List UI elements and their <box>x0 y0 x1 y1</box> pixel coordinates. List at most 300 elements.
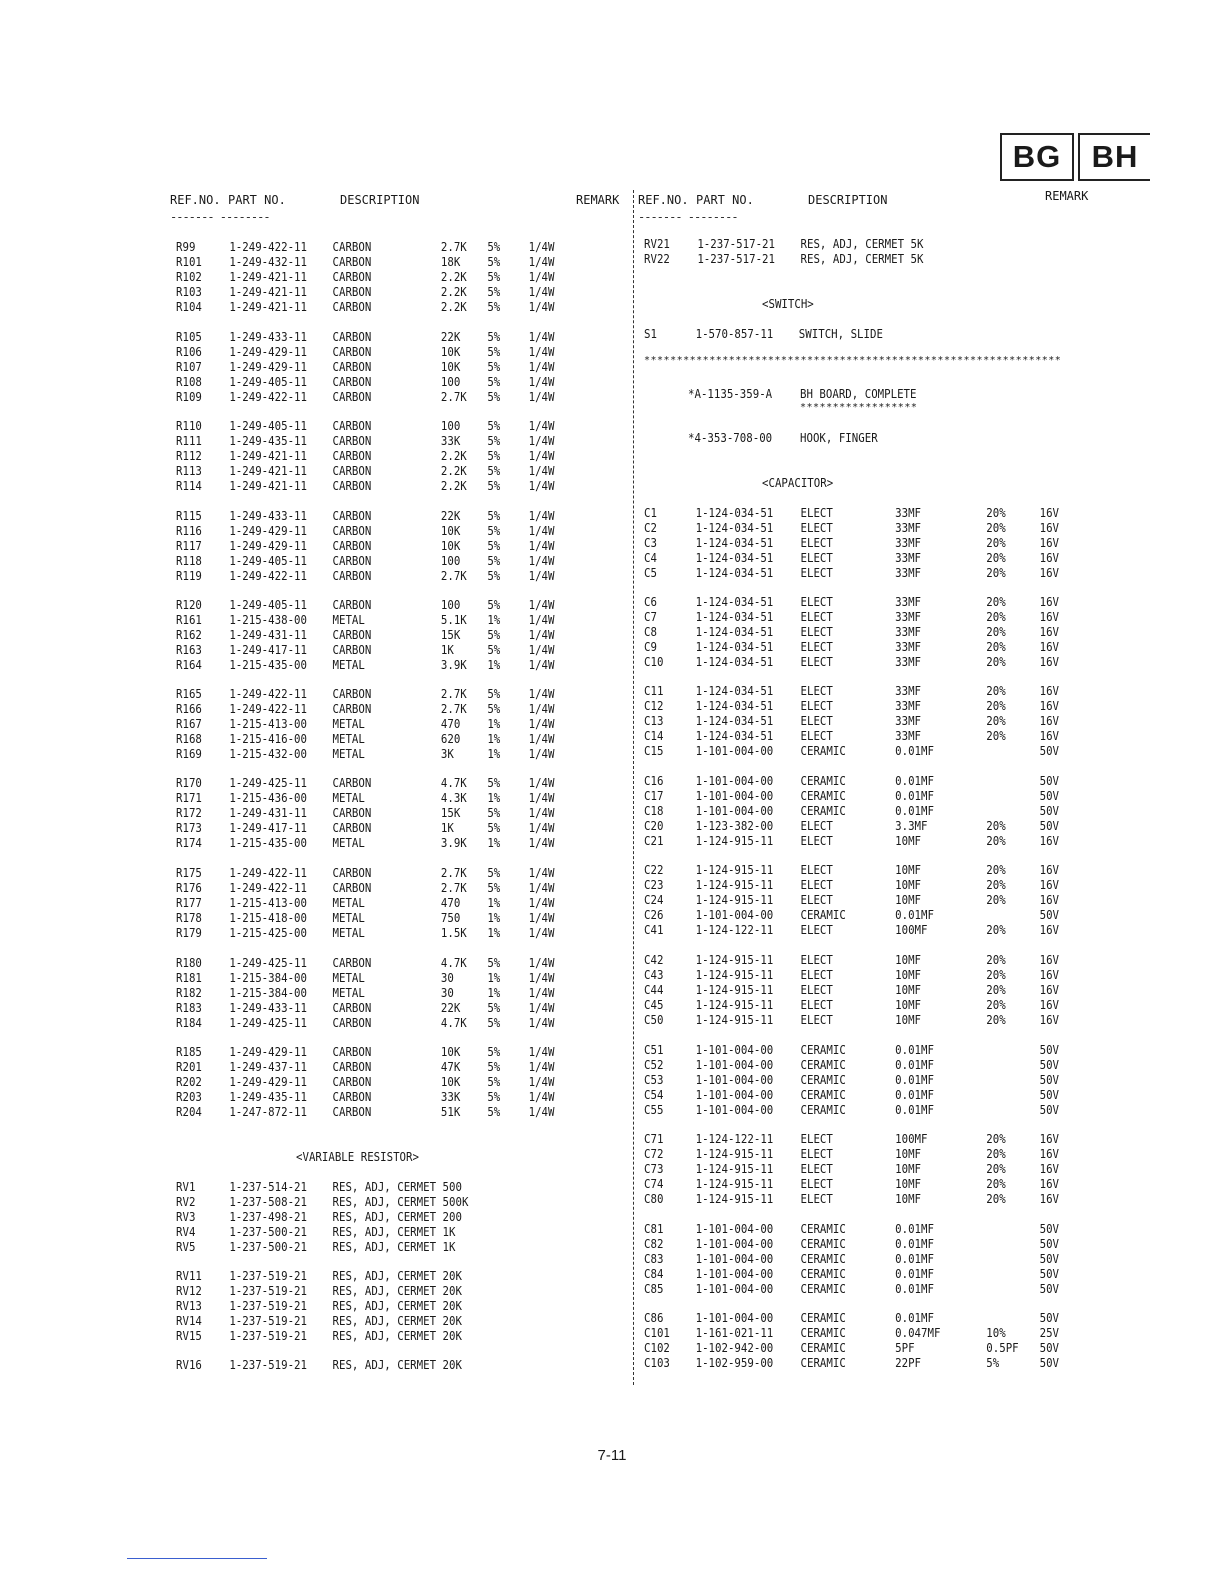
value: 30 <box>440 985 454 1000</box>
ref-no: R179 <box>176 925 202 940</box>
tolerance: 5% <box>487 448 501 463</box>
part-no: 1-124-915-11 <box>695 1146 774 1161</box>
part-no: 1-215-438-00 <box>229 612 307 627</box>
rating: 1/4W <box>528 269 555 284</box>
rating: 16V <box>1039 505 1060 520</box>
rating: 16V <box>1039 967 1060 982</box>
ref-no: R115 <box>176 508 202 523</box>
description: CARBON <box>332 508 372 523</box>
ref-no: R116 <box>176 523 202 538</box>
value: 0.01MF <box>895 1281 934 1296</box>
hook-description: HOOK, FINGER <box>800 430 878 445</box>
tolerance: 20% <box>986 952 1006 967</box>
description: METAL <box>332 657 365 672</box>
rating: 1/4W <box>528 746 555 761</box>
part-no: 1-101-004-00 <box>695 803 774 818</box>
ref-no: R107 <box>176 359 202 374</box>
description: CARBON <box>332 880 372 895</box>
description: METAL <box>332 731 365 746</box>
description: ELECT <box>800 1146 833 1161</box>
part-no: 1-249-422-11 <box>229 701 307 716</box>
rating: 1/4W <box>528 805 555 820</box>
tolerance: 5% <box>986 1355 1000 1370</box>
value: 47K <box>440 1059 461 1074</box>
value: 33MF <box>895 728 922 743</box>
ref-no: RV21 <box>644 236 670 251</box>
description: RES, ADJ, CERMET 20K <box>332 1298 462 1313</box>
ref-no: C12 <box>644 698 664 713</box>
part-no: 1-124-915-11 <box>695 967 774 982</box>
rating: 1/4W <box>528 820 555 835</box>
description: CERAMIC <box>800 773 846 788</box>
value: 10K <box>440 1044 461 1059</box>
tolerance: 20% <box>986 520 1006 535</box>
rating: 16V <box>1039 698 1060 713</box>
ref-no: C54 <box>644 1087 664 1102</box>
rating: 50V <box>1039 1281 1060 1296</box>
tolerance: 20% <box>986 877 1006 892</box>
tolerance: 5% <box>487 374 501 389</box>
value: 10MF <box>895 1146 922 1161</box>
tolerance: 1% <box>487 895 501 910</box>
value: 10MF <box>895 982 922 997</box>
part-no: 1-124-915-11 <box>695 833 774 848</box>
value: 2.2K <box>440 269 467 284</box>
tolerance: 5% <box>487 284 501 299</box>
rating: 1/4W <box>528 329 555 344</box>
ref-no: C103 <box>644 1355 670 1370</box>
part-no: 1-124-915-11 <box>695 877 774 892</box>
value: 33MF <box>895 624 922 639</box>
part-no: 1-237-514-21 <box>229 1179 307 1194</box>
tolerance: 5% <box>487 1074 501 1089</box>
value: 5PF <box>895 1340 915 1355</box>
tolerance: 5% <box>487 254 501 269</box>
part-no: 1-237-500-21 <box>229 1224 307 1239</box>
part-no: 1-249-417-11 <box>229 820 307 835</box>
ref-no: R104 <box>176 299 202 314</box>
description: ELECT <box>800 594 833 609</box>
part-no: 1-215-384-00 <box>229 985 307 1000</box>
ref-no: RV1 <box>176 1179 196 1194</box>
ref-no: C85 <box>644 1281 664 1296</box>
ref-no: RV12 <box>176 1283 202 1298</box>
description: ELECT <box>800 535 833 550</box>
description: CARBON <box>332 1074 372 1089</box>
part-no: 1-249-433-11 <box>229 508 307 523</box>
ref-no: C51 <box>644 1042 664 1057</box>
description: ELECT <box>800 1131 833 1146</box>
ref-no: RV14 <box>176 1313 202 1328</box>
ref-no: C17 <box>644 788 664 803</box>
rating: 16V <box>1039 982 1060 997</box>
part-no: 1-249-422-11 <box>229 880 307 895</box>
rating: 16V <box>1039 997 1060 1012</box>
part-no: 1-237-519-21 <box>229 1357 307 1372</box>
rating: 1/4W <box>528 568 555 583</box>
ref-no: R180 <box>176 955 202 970</box>
tolerance: 20% <box>986 818 1006 833</box>
value: 30 <box>440 970 454 985</box>
part-no: 1-249-429-11 <box>229 344 307 359</box>
header-underline: ------- -------- <box>170 210 270 224</box>
description: METAL <box>332 970 365 985</box>
description: ELECT <box>800 1176 833 1191</box>
tolerance: 20% <box>986 654 1006 669</box>
value: 2.2K <box>440 448 467 463</box>
tolerance: 20% <box>986 594 1006 609</box>
ref-no: R204 <box>176 1104 202 1119</box>
value: 33MF <box>895 683 922 698</box>
tolerance: 20% <box>986 505 1006 520</box>
description: CERAMIC <box>800 1221 846 1236</box>
value: 2.7K <box>440 701 467 716</box>
value: 2.7K <box>440 568 467 583</box>
ref-no: C14 <box>644 728 664 743</box>
rating: 16V <box>1039 639 1060 654</box>
ref-no: R182 <box>176 985 202 1000</box>
tolerance: 1% <box>487 612 501 627</box>
capacitor-title: <CAPACITOR> <box>762 475 834 490</box>
rating: 1/4W <box>528 895 555 910</box>
ref-no: C16 <box>644 773 664 788</box>
rating: 50V <box>1039 907 1060 922</box>
part-no: 1-124-034-51 <box>695 565 774 580</box>
description: METAL <box>332 790 365 805</box>
description: CARBON <box>332 553 372 568</box>
tolerance: 20% <box>986 1176 1006 1191</box>
ref-no: C83 <box>644 1251 664 1266</box>
description: SWITCH, SLIDE <box>798 326 883 341</box>
description: RES, ADJ, CERMET 1K <box>332 1239 456 1254</box>
part-no: 1-249-425-11 <box>229 775 307 790</box>
part-no: 1-570-857-11 <box>695 326 774 341</box>
ref-no: RV2 <box>176 1194 196 1209</box>
tolerance: 1% <box>487 925 501 940</box>
value: 2.2K <box>440 463 467 478</box>
description: ELECT <box>800 1191 833 1206</box>
value: 33K <box>440 433 461 448</box>
ref-no: R166 <box>176 701 202 716</box>
description: METAL <box>332 925 365 940</box>
ref-no: C73 <box>644 1161 664 1176</box>
ref-no: C18 <box>644 803 664 818</box>
part-no: 1-237-508-21 <box>229 1194 307 1209</box>
part-no: 1-215-436-00 <box>229 790 307 805</box>
value: 22K <box>440 1000 461 1015</box>
value: 0.01MF <box>895 1057 934 1072</box>
value: 33MF <box>895 609 922 624</box>
value: 33MF <box>895 698 922 713</box>
value: 33MF <box>895 594 922 609</box>
description: CARBON <box>332 284 372 299</box>
rating: 16V <box>1039 535 1060 550</box>
tolerance: 20% <box>986 639 1006 654</box>
rating: 1/4W <box>528 775 555 790</box>
description: CERAMIC <box>800 1281 846 1296</box>
rating: 1/4W <box>528 433 555 448</box>
rating: 1/4W <box>528 701 555 716</box>
description: CARBON <box>332 805 372 820</box>
description: ELECT <box>800 862 833 877</box>
ref-no: RV15 <box>176 1328 202 1343</box>
part-no: 1-101-004-00 <box>695 773 774 788</box>
value: 4.7K <box>440 1015 467 1030</box>
ref-no: C42 <box>644 952 664 967</box>
header-description-right: DESCRIPTION <box>808 193 888 207</box>
rating: 25V <box>1039 1325 1060 1340</box>
value: 2.7K <box>440 880 467 895</box>
value: 4.7K <box>440 955 467 970</box>
part-no: 1-124-034-51 <box>695 683 774 698</box>
value: 100 <box>440 374 461 389</box>
rating: 1/4W <box>528 523 555 538</box>
ref-no: R161 <box>176 612 202 627</box>
value: 2.2K <box>440 478 467 493</box>
part-no: 1-237-517-21 <box>697 236 775 251</box>
description: METAL <box>332 746 365 761</box>
ref-no: C4 <box>644 550 657 565</box>
tolerance: 5% <box>487 269 501 284</box>
part-no: 1-124-034-51 <box>695 624 774 639</box>
tolerance: 5% <box>487 359 501 374</box>
part-no: 1-124-034-51 <box>695 639 774 654</box>
column-divider <box>633 190 634 1385</box>
rating: 16V <box>1039 520 1060 535</box>
value: 2.7K <box>440 239 467 254</box>
ref-no: C43 <box>644 967 664 982</box>
rating: 16V <box>1039 624 1060 639</box>
part-no: 1-101-004-00 <box>695 1057 774 1072</box>
rating: 50V <box>1039 1340 1060 1355</box>
ref-no: R168 <box>176 731 202 746</box>
description: ELECT <box>800 520 833 535</box>
ref-no: R118 <box>176 553 202 568</box>
description: RES, ADJ, CERMET 20K <box>332 1357 462 1372</box>
value: 33MF <box>895 565 922 580</box>
value: 100MF <box>895 1131 928 1146</box>
ref-no: RV13 <box>176 1298 202 1313</box>
header-ref-no: REF.NO. <box>170 193 221 207</box>
value: 0.01MF <box>895 1310 934 1325</box>
description: ELECT <box>800 922 833 937</box>
rating: 50V <box>1039 1236 1060 1251</box>
part-no: 1-124-034-51 <box>695 520 774 535</box>
ref-no: R170 <box>176 775 202 790</box>
part-no: 1-249-422-11 <box>229 865 307 880</box>
tolerance: 20% <box>986 624 1006 639</box>
part-no: 1-249-425-11 <box>229 1015 307 1030</box>
ref-no: RV4 <box>176 1224 196 1239</box>
tolerance: 5% <box>487 597 501 612</box>
value: 0.01MF <box>895 1072 934 1087</box>
description: ELECT <box>800 1161 833 1176</box>
description: CERAMIC <box>800 788 846 803</box>
description: CARBON <box>332 865 372 880</box>
rating: 16V <box>1039 877 1060 892</box>
part-no: 1-101-004-00 <box>695 1251 774 1266</box>
description: CERAMIC <box>800 1325 846 1340</box>
part-no: 1-102-942-00 <box>695 1340 774 1355</box>
value: 0.01MF <box>895 1102 934 1117</box>
rating: 50V <box>1039 743 1060 758</box>
description: CERAMIC <box>800 1266 846 1281</box>
tolerance: 5% <box>487 1015 501 1030</box>
board-tag-bg: BG <box>1000 133 1074 181</box>
part-no: 1-237-519-21 <box>229 1313 307 1328</box>
description: CERAMIC <box>800 907 846 922</box>
tolerance: 5% <box>487 880 501 895</box>
rating: 16V <box>1039 1191 1060 1206</box>
description: CARBON <box>332 254 372 269</box>
ref-no: R172 <box>176 805 202 820</box>
part-no: 1-101-004-00 <box>695 743 774 758</box>
part-no: 1-101-004-00 <box>695 1310 774 1325</box>
ref-no: C74 <box>644 1176 664 1191</box>
ref-no: R174 <box>176 835 202 850</box>
ref-no: R164 <box>176 657 202 672</box>
description: CERAMIC <box>800 1102 846 1117</box>
value: 10K <box>440 523 461 538</box>
value: 620 <box>440 731 461 746</box>
ref-no: C84 <box>644 1266 664 1281</box>
rating: 16V <box>1039 609 1060 624</box>
rating: 1/4W <box>528 865 555 880</box>
rating: 1/4W <box>528 612 555 627</box>
part-no: 1-215-418-00 <box>229 910 307 925</box>
value: 3K <box>440 746 454 761</box>
tolerance: 5% <box>487 508 501 523</box>
description: CARBON <box>332 344 372 359</box>
ref-no: C2 <box>644 520 657 535</box>
part-no: 1-249-435-11 <box>229 1089 307 1104</box>
rating: 16V <box>1039 728 1060 743</box>
tolerance: 20% <box>986 683 1006 698</box>
tolerance: 1% <box>487 970 501 985</box>
rating: 1/4W <box>528 1104 555 1119</box>
part-no: 1-215-413-00 <box>229 895 307 910</box>
value: 100 <box>440 418 461 433</box>
description: CARBON <box>332 597 372 612</box>
rating: 1/4W <box>528 716 555 731</box>
description: CERAMIC <box>800 1310 846 1325</box>
description: CARBON <box>332 374 372 389</box>
ref-no: R105 <box>176 329 202 344</box>
part-no: 1-102-959-00 <box>695 1355 774 1370</box>
part-no: 1-249-421-11 <box>229 448 307 463</box>
ref-no: R201 <box>176 1059 202 1074</box>
description: RES, ADJ, CERMET 1K <box>332 1224 456 1239</box>
ref-no: C101 <box>644 1325 670 1340</box>
ref-no: R173 <box>176 820 202 835</box>
tolerance: 5% <box>487 329 501 344</box>
value: 4.3K <box>440 790 467 805</box>
rating: 1/4W <box>528 1059 555 1074</box>
tolerance: 20% <box>986 833 1006 848</box>
board-stars: ****************** <box>800 402 918 413</box>
part-no: 1-249-421-11 <box>229 284 307 299</box>
ref-no: R163 <box>176 642 202 657</box>
ref-no: R175 <box>176 865 202 880</box>
description: CARBON <box>332 775 372 790</box>
board-description: BH BOARD, COMPLETE <box>800 386 917 401</box>
part-no: 1-249-437-11 <box>229 1059 307 1074</box>
rating: 1/4W <box>528 359 555 374</box>
tolerance: 5% <box>487 1000 501 1015</box>
rating: 1/4W <box>528 910 555 925</box>
header-remark: REMARK <box>576 193 620 207</box>
value: 51K <box>440 1104 461 1119</box>
ref-no: C5 <box>644 565 657 580</box>
value: 750 <box>440 910 461 925</box>
ref-no: C72 <box>644 1146 664 1161</box>
value: 0.01MF <box>895 1251 934 1266</box>
ref-no: R184 <box>176 1015 202 1030</box>
part-no: 1-249-429-11 <box>229 1074 307 1089</box>
tolerance: 20% <box>986 922 1006 937</box>
rating: 1/4W <box>528 254 555 269</box>
description: CERAMIC <box>800 1236 846 1251</box>
ref-no: R178 <box>176 910 202 925</box>
description: CARBON <box>332 329 372 344</box>
rating: 1/4W <box>528 284 555 299</box>
part-no: 1-249-421-11 <box>229 463 307 478</box>
value: 100 <box>440 553 461 568</box>
tolerance: 20% <box>986 892 1006 907</box>
value: 22PF <box>895 1355 922 1370</box>
value: 5.1K <box>440 612 467 627</box>
part-no: 1-249-422-11 <box>229 239 307 254</box>
description: ELECT <box>800 877 833 892</box>
rating: 1/4W <box>528 389 555 404</box>
description: RES, ADJ, CERMET 500K <box>332 1194 469 1209</box>
rating: 50V <box>1039 1221 1060 1236</box>
rating: 16V <box>1039 1176 1060 1191</box>
rating: 1/4W <box>528 1044 555 1059</box>
rating: 1/4W <box>528 1000 555 1015</box>
tolerance: 20% <box>986 1131 1006 1146</box>
rating: 1/4W <box>528 970 555 985</box>
part-no: 1-101-004-00 <box>695 1281 774 1296</box>
rating: 16V <box>1039 654 1060 669</box>
ref-no: C80 <box>644 1191 664 1206</box>
description: RES, ADJ, CERMET 20K <box>332 1283 462 1298</box>
description: CARBON <box>332 686 372 701</box>
rating: 1/4W <box>528 448 555 463</box>
part-no: 1-215-435-00 <box>229 657 307 672</box>
tolerance: 5% <box>487 463 501 478</box>
ref-no: R203 <box>176 1089 202 1104</box>
ref-no: R171 <box>176 790 202 805</box>
tolerance: 5% <box>487 642 501 657</box>
description: METAL <box>332 895 365 910</box>
ref-no: R165 <box>176 686 202 701</box>
description: RES, ADJ, CERMET 20K <box>332 1328 462 1343</box>
description: ELECT <box>800 565 833 580</box>
rating: 1/4W <box>528 731 555 746</box>
ref-no: R111 <box>176 433 202 448</box>
description: ELECT <box>800 982 833 997</box>
description: ELECT <box>800 654 833 669</box>
ref-no: C44 <box>644 982 664 997</box>
ref-no: RV5 <box>176 1239 196 1254</box>
ref-no: RV11 <box>176 1268 202 1283</box>
description: ELECT <box>800 639 833 654</box>
ref-no: C21 <box>644 833 664 848</box>
part-no: 1-124-915-11 <box>695 862 774 877</box>
rating: 16V <box>1039 713 1060 728</box>
tolerance: 1% <box>487 910 501 925</box>
